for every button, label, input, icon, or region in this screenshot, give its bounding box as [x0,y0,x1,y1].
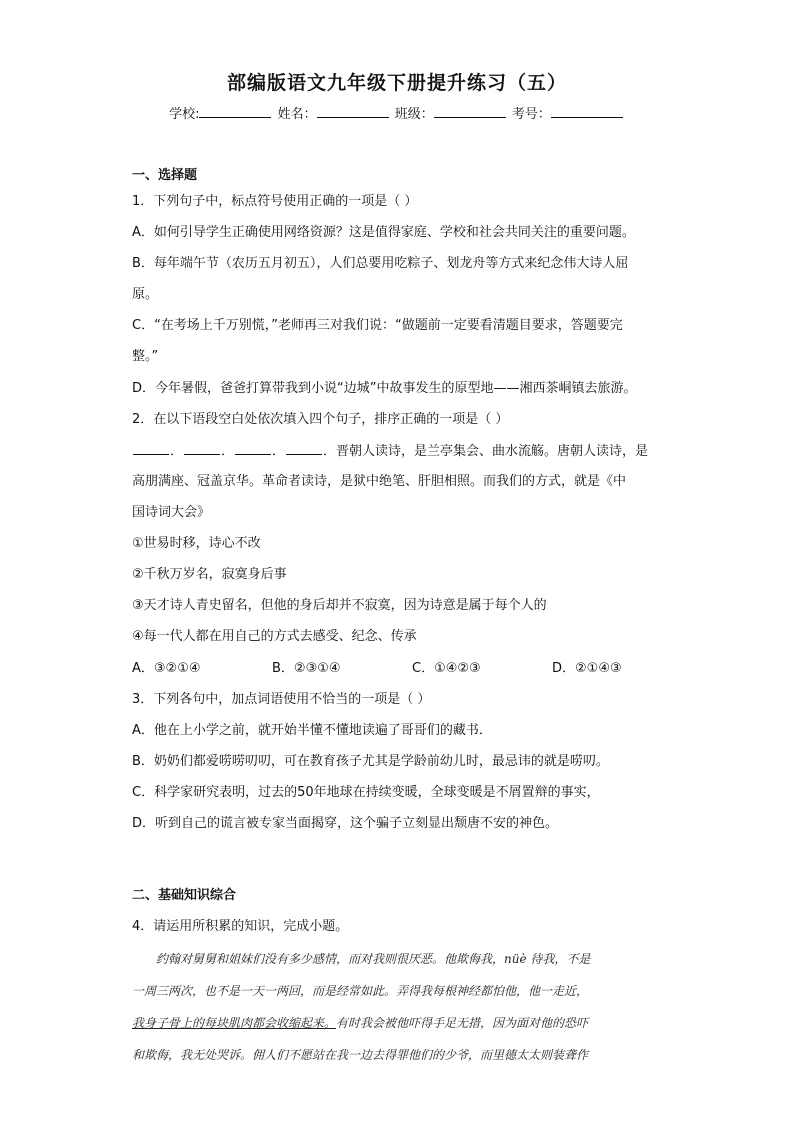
option-a: A．③②①④ [132,661,201,676]
school-blank[interactable] [199,105,271,118]
class-blank[interactable] [434,105,506,118]
name-blank[interactable] [317,105,389,118]
fill-blank[interactable] [133,442,169,455]
sentence-1: ①世易时移，诗心不改 [132,536,261,551]
question-stem: 4．请运用所积累的知识，完成小题。 [132,919,349,934]
option-c-cont: 整。” [132,349,159,364]
fill-blank[interactable] [184,442,220,455]
fill-blank[interactable] [235,442,271,455]
sentence-4: ④每一代人都在用自己的方式去感受、纪念、传承 [132,629,417,644]
reading-passage [132,950,656,1080]
options-row [132,660,622,678]
option-b: B．②③①④ [272,661,341,676]
option-d: D．今年暑假，爸爸打算带我到小说“边城”中故事发生的原型地——湘西茶峒镇去旅游。 [132,381,637,396]
option-a: A．他在上小学之前，就开始半懂不懂地读遍了哥哥们的藏书． [132,723,492,738]
passage-line: 和欺侮，我无处哭诉。佣人们不愿站在我一边去得罪他们的少爷，而里德太太则装聋作 [132,1048,589,1062]
class-label: 班级： [394,107,434,122]
option-b: B．每年端午节（农历五月初五），人们总要用吃粽子、划龙舟等方式来纪念伟大诗人屈 [132,256,629,271]
question-stem: 3．下列各句中，加点词语使用不恰当的一项是（ ） [132,692,431,707]
option-c: C．“在考场上千万别慌，”老师再三对我们说：“做题前一定要看清题目要求，答题要完 [132,318,623,333]
sentence-2: ②千秋万岁名，寂寞身后事 [132,567,287,582]
underlined-sentence: 我身子骨上的每块肌肉都会收缩起来。 [132,1016,337,1030]
student-info-line [0,103,794,122]
name-label: 姓名： [277,107,317,122]
school-label: 学校: [169,107,200,122]
option-d: D．②①④③ [552,661,622,676]
section-heading: 二、基础知识综合 [132,888,237,903]
option-b-cont: 原。 [132,287,159,302]
passage-text: ．晋朝人读诗，是兰亭集会、曲水流觞。唐朝人读诗，是 [323,444,649,459]
passage-line: 一周三两次，也不是一天一两回，而是经常如此。弄得我每根神经都怕他，他一走近， [132,984,589,998]
question-stem: 1．下列句子中，标点符号使用正确的一项是（ ） [132,194,418,209]
option-b: B．奶奶们都爱唠唠叨叨，可在教育孩子尤其是学龄前幼儿时，最忌讳的就是唠叨。 [132,754,609,769]
passage-line: 国诗词大会》 [132,505,211,520]
question-stem: 2．在以下语段空白处依次填入四个句子，排序正确的一项是（ ） [132,412,509,427]
passage-line: 高朋满座、冠盖京华。革命者读诗，是狱中绝笔、肝胆相照。而我们的方式，就是《中 [132,474,627,489]
passage-line: ． ． ． ．晋朝人读诗，是兰亭集会、曲水流觞。唐朝人读诗，是 [132,442,648,461]
passage-line: 约翰对舅舅和姐妹们没有多少感情，而对我则很厌恶。他欺侮我，nüè 待我，不是 [156,952,591,966]
option-a: A．如何引导学生正确使用网络资源？这是值得家庭、学校和社会共同关注的重要问题。 [132,225,635,240]
option-c: C．科学家研究表明，过去的50年地球在持续变暖，全球变暖是不屑置辩的事实， [132,785,600,800]
section-heading: 一、选择题 [132,168,198,183]
fill-blank[interactable] [286,442,322,455]
option-d: D．听到自己的谎言被专家当面揭穿，这个骗子立刻显出颓唐不安的神色。 [132,816,559,831]
number-label: 考号： [511,107,551,122]
passage-line [132,1014,588,1032]
option-c: C．①④②③ [412,661,481,676]
document-title: 部编版语文九年级下册提升练习（五） [226,72,567,94]
number-blank[interactable] [551,105,623,118]
sentence-3: ③天才诗人青史留名，但他的身后却并不寂寞，因为诗意是属于每个人的 [132,598,547,613]
passage-text: 有时我会被他吓得手足无措，因为面对他的恐吓 [336,1016,589,1030]
